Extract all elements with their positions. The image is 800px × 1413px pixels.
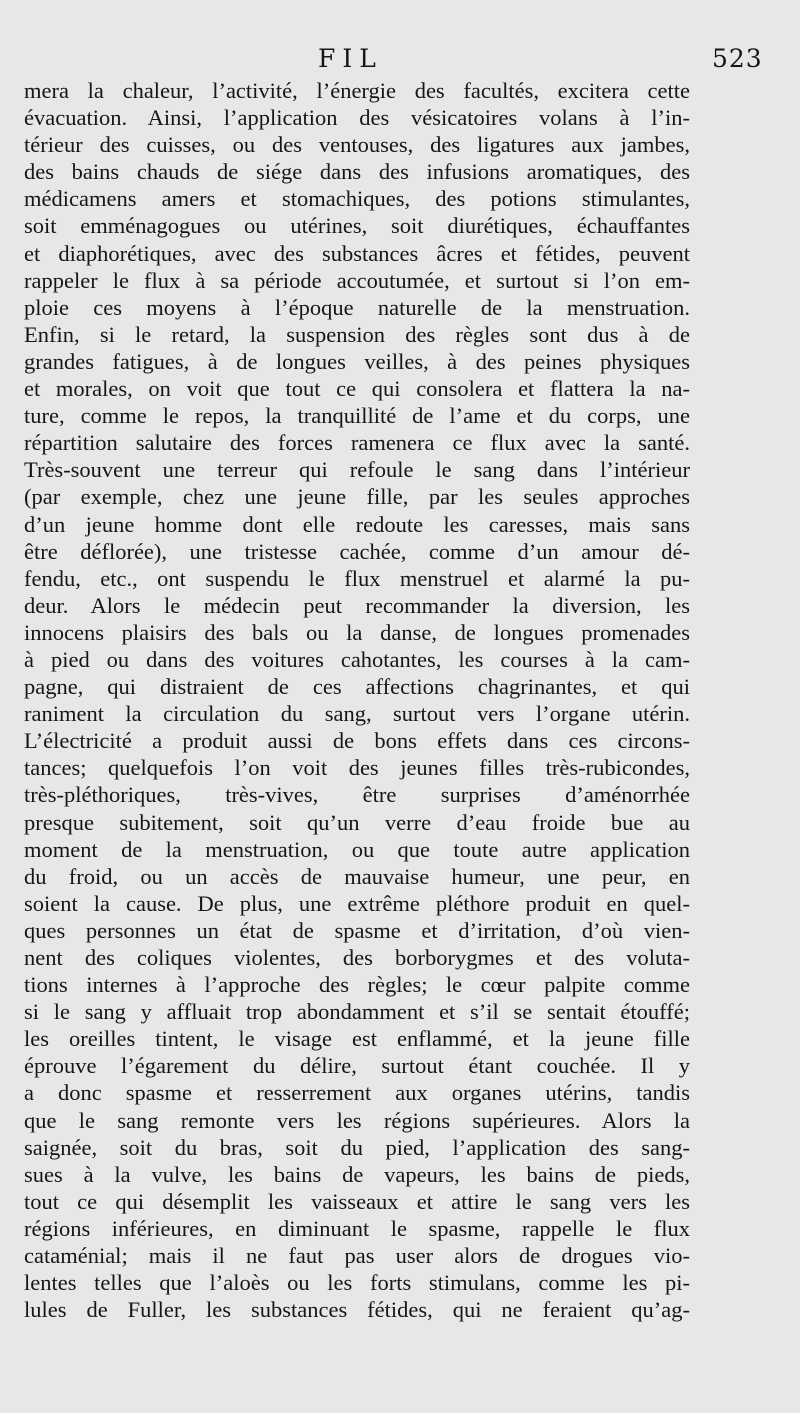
text-line: Très-souvent une terreur qui refoule le sang dans l’intérieur bbox=[24, 457, 690, 483]
text-line: des bains chauds de siége dans des infusions aromatiques, des bbox=[24, 159, 690, 185]
text-line: fendu, etc., ont suspendu le flux menstruel et alarmé la pu- bbox=[24, 565, 690, 591]
text-line: (par exemple, chez une jeune fille, par les seules approches bbox=[24, 484, 690, 510]
text-line: d’un jeune homme dont elle redoute les caresses, mais sans bbox=[24, 511, 690, 537]
text-line: mera la chaleur, l’activité, l’énergie des facultés, excitera cette bbox=[24, 78, 690, 103]
text-line: éprouve l’égarement du délire, surtout étant couchée. Il y bbox=[24, 1053, 690, 1079]
text-line: du froid, ou un accès de mauvaise humeur, une peur, en bbox=[24, 863, 690, 889]
text-line: très-pléthoriques, très-vives, être surprises d’aménorrhée bbox=[24, 782, 690, 808]
text-line: que le sang remonte vers les régions supérieures. Alors la bbox=[24, 1107, 690, 1133]
text-line: presque subitement, soit qu’un verre d’eau froide bue au bbox=[24, 809, 690, 835]
text-line: tout ce qui désemplit les vaisseaux et attire le sang vers les bbox=[24, 1188, 690, 1214]
text-line: lentes telles que l’aloès ou les forts stimulans, comme les pi- bbox=[24, 1270, 690, 1296]
text-line: si le sang y affluait trop abondamment et s’il se sentait étouffé; bbox=[24, 999, 690, 1025]
text-line: térieur des cuisses, ou des ventouses, des ligatures aux jambes, bbox=[24, 132, 690, 158]
text-line: soit emménagogues ou utérines, soit diurétiques, échauffantes bbox=[24, 213, 690, 239]
text-line: cataménial; mais il ne faut pas user alors de drogues vio- bbox=[24, 1243, 690, 1269]
text-line: lules de Fuller, les substances fétides, qui ne feraient qu’ag- bbox=[24, 1297, 690, 1323]
text-line: et diaphorétiques, avec des substances âcres et fétides, peuvent bbox=[24, 240, 690, 266]
text-line: à pied ou dans des voitures cahotantes, les courses à la cam- bbox=[24, 646, 690, 672]
text-line: médicamens amers et stomachiques, des potions stimulantes, bbox=[24, 186, 690, 212]
text-line: nent des coliques violentes, des borborygmes et des voluta- bbox=[24, 945, 690, 970]
text-line: grandes fatigues, à de longues veilles, à des peines physiques bbox=[24, 348, 690, 374]
text-line: soient la cause. De plus, une extrême pléthore produit en quel- bbox=[24, 890, 690, 916]
text-line: rappeler le flux à sa période accoutumée, et surtout si l’on em- bbox=[24, 267, 690, 293]
page-header bbox=[0, 44, 800, 78]
text-line: saignée, soit du bras, soit du pied, l’application des sang- bbox=[24, 1134, 690, 1160]
text-line: L’électricité a produit aussi de bons effets dans ces circons- bbox=[24, 728, 690, 754]
text-line: Enfin, si le retard, la suspension des règles sont dus à de bbox=[24, 321, 690, 347]
text-line: innocens plaisirs des bals ou la danse, de longues promenades bbox=[24, 619, 690, 645]
text-line: sues à la vulve, les bains de vapeurs, les bains de pieds, bbox=[24, 1161, 690, 1187]
text-line: répartition salutaire des forces ramenera ce flux avec la santé. bbox=[24, 430, 690, 456]
text-line: moment de la menstruation, ou que toute autre application bbox=[24, 836, 690, 862]
text-line: ques personnes un état de spasme et d’irritation, d’où vien- bbox=[24, 917, 690, 943]
text-line: évacuation. Ainsi, l’application des vésicatoires volans à l’in- bbox=[24, 105, 690, 131]
text-line: ploie ces moyens à l’époque naturelle de la menstruation. bbox=[24, 294, 690, 320]
text-line: raniment la circulation du sang, surtout vers l’organe utérin. bbox=[24, 701, 690, 727]
text-line: être déflorée), une tristesse cachée, comme d’un amour dé- bbox=[24, 538, 690, 564]
text-line: tances; quelquefois l’on voit des jeunes filles très-rubicondes, bbox=[24, 755, 690, 781]
body-paragraph bbox=[24, 77, 690, 1323]
page-number: 523 bbox=[712, 44, 763, 73]
text-line: a donc spasme et resserrement aux organes utérins, tandis bbox=[24, 1080, 690, 1106]
text-line: deur. Alors le médecin peut recommander la diversion, les bbox=[24, 592, 690, 618]
text-line: tions internes à l’approche des règles; le cœur palpite comme bbox=[24, 972, 690, 998]
text-line: pagne, qui distraient de ces affections chagrinantes, et qui bbox=[24, 674, 690, 700]
text-line: régions inférieures, en diminuant le spasme, rappelle le flux bbox=[24, 1215, 690, 1241]
text-line: ture, comme le repos, la tranquillité de l’ame et du corps, une bbox=[24, 403, 690, 429]
text-line: et morales, on voit que tout ce qui consolera et flattera la na- bbox=[24, 376, 690, 402]
text-line: les oreilles tintent, le visage est enflammé, et la jeune fille bbox=[24, 1026, 690, 1052]
running-head: FIL bbox=[318, 44, 383, 73]
